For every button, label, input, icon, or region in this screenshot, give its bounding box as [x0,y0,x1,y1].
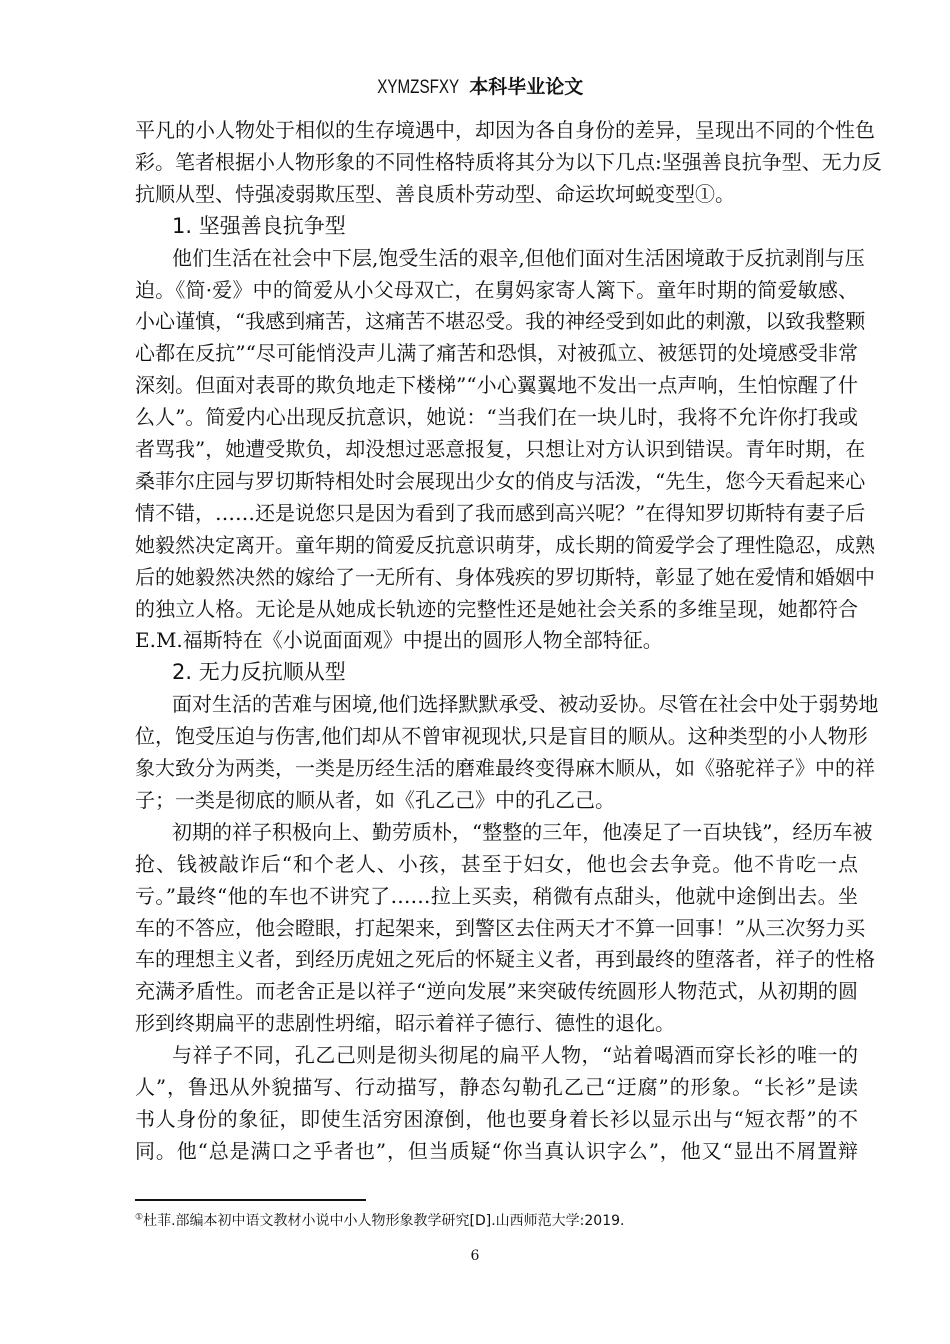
paragraph-line: 他们生活在社会中下层,饱受生活的艰辛,但他们面对生活困境敢于反抗剥削与压 [172,245,865,270]
paragraph-line: 的独立人格。无论是从她成长轨迹的完整性还是她社会关系的多维呈现，她都符合 [135,596,858,621]
paragraph-line: 形到终期扁平的悲剧性坍缩，昭示着祥子德行、德性的退化。 [135,1011,675,1036]
paragraph-line: 么人”。简爱内心出现反抗意识，她说：“当我们在一块儿时，我将不允许你打我或 [135,405,858,430]
paragraph-line: 抢、钱被敲诈后“和个老人、小孩，甚至于妇女，他也会去争竞。他不肯吃一点 [135,851,858,876]
footnote [135,1210,624,1230]
paragraph-line: 小心谨慎，“我感到痛苦，这痛苦不堪忍受。我的神经受到如此的刺激，以致我整颗 [135,309,866,334]
paragraph-line: 象大致分为两类，一类是历经生活的磨难最终变得麻木顺从，如《骆驼祥子》中的祥 [135,756,875,780]
footnote-text: 杜菲.部编本初中语文教材小说中小人物形象教学研究[D].山西师范大学:2019. [143,1213,625,1229]
paragraph-line: 与祥子不同，孔乙己则是彻头彻尾的扁平人物，“站着喝酒而穿长衫的唯一的 [172,1043,858,1068]
paragraph-line: 抗顺从型、恃强凌弱欺压型、善良质朴劳动型、命运坎坷蜕变型①。 [135,181,735,206]
paragraph-line: 彩。笔者根据小人物形象的不同性格特质将其分为以下几点:坚强善良抗争型、无力反 [135,149,882,174]
page-number: 6 [470,1248,480,1264]
paragraph-line: 书人身份的象征，即使生活穷困潦倒，他也要身着长衫以显示出与“短衣帮”的不 [135,1106,858,1131]
paragraph-line: 者骂我”，她遭受欺负，却没想过恶意报复，只想让对方认识到错误。青年时期，在 [135,437,866,461]
paragraph-line: 位，饱受压迫与伤害,他们却从不曾审视现状,只是盲目的顺从。这种类型的小人物形 [135,724,868,749]
paragraph-line: 迫。《简·爱》中的简爱从小父母双亡，在舅妈家寄人篱下。童年时期的简爱敏感、 [135,277,858,302]
paragraph-line: E.M.福斯特在《小说面面观》中提出的圆形人物全部特征。 [135,628,663,653]
paragraph-line: 车的不答应，他会瞪眼，打起架来，到警区去住两天才不算一回事！”从三次努力买 [135,915,866,940]
header-school-code: XYMZSFXY [377,77,459,98]
footnote-mark: ① [135,1212,144,1223]
footnote-divider [135,1199,366,1201]
header-title: 本科毕业论文 [469,76,584,98]
paragraph-line: 后的她毅然决然的嫁给了一无所有、身体残疾的罗切斯特，彰显了她在爱情和婚姻中 [135,564,875,589]
paragraph-line: 车的理想主义者，到经历虎妞之死后的怀疑主义者，再到最终的堕落者，祥子的性格 [135,947,875,972]
page-header [0,72,950,99]
paragraph-line: 心都在反抗”“尽可能悄没声儿满了痛苦和恐惧，对被孤立、被惩罚的处境感受非常 [135,341,858,366]
paragraph-line: 桑菲尔庄园与罗切斯特相处时会展现出少女的俏皮与活泼，“先生，您今天看起来心 [135,468,866,493]
paragraph-line: 充满矛盾性。而老舍正是以祥子“逆向发展”来突破传统圆形人物范式，从初期的圆 [135,979,858,1004]
paragraph-line: 子；一类是彻底的顺从者，如《孔乙己》中的孔乙己。 [135,787,615,812]
paragraph-line: 面对生活的苦难与困境,他们选择默默承受、被动妥协。尽管在社会中处于弱势地 [172,692,879,717]
paragraph-line: 情不错，……还是说您只是因为看到了我而感到高兴呢？”在得知罗切斯特有妻子后 [135,500,866,525]
paragraph-line: 平凡的小人物处于相似的生存境遇中，却因为各自身份的差异，呈现出不同的个性色 [135,118,875,142]
section-heading: 2. 无力反抗顺从型 [172,660,346,685]
paragraph-line: 她毅然决定离开。童年期的简爱反抗意识萌芽，成长期的简爱学会了理性隐忍，成熟 [135,532,875,557]
paragraph-line: 深刻。但面对表哥的欺负地走下楼梯”“小心翼翼地不发出一点声响，生怕惊醒了什 [135,373,858,398]
paragraph-line: 人”，鲁迅从外貌描写、行动描写，静态勾勒孔乙己“迂腐”的形象。“长衫”是读 [135,1075,858,1099]
paragraph-line: 同。他“总是满口之乎者也”，但当质疑“你当真认识字么”，他又“显出不屑置辩 [135,1138,858,1163]
section-heading: 1. 坚强善良抗争型 [172,213,346,238]
paragraph-line: 初期的祥子积极向上、勤劳质朴，“整整的三年，他凑足了一百块钱”，经历车被 [172,819,873,844]
paragraph-line: 亏。”最终“他的车也不讲究了……拉上买卖，稍微有点甜头，他就中途倒出去。坐 [135,883,858,908]
